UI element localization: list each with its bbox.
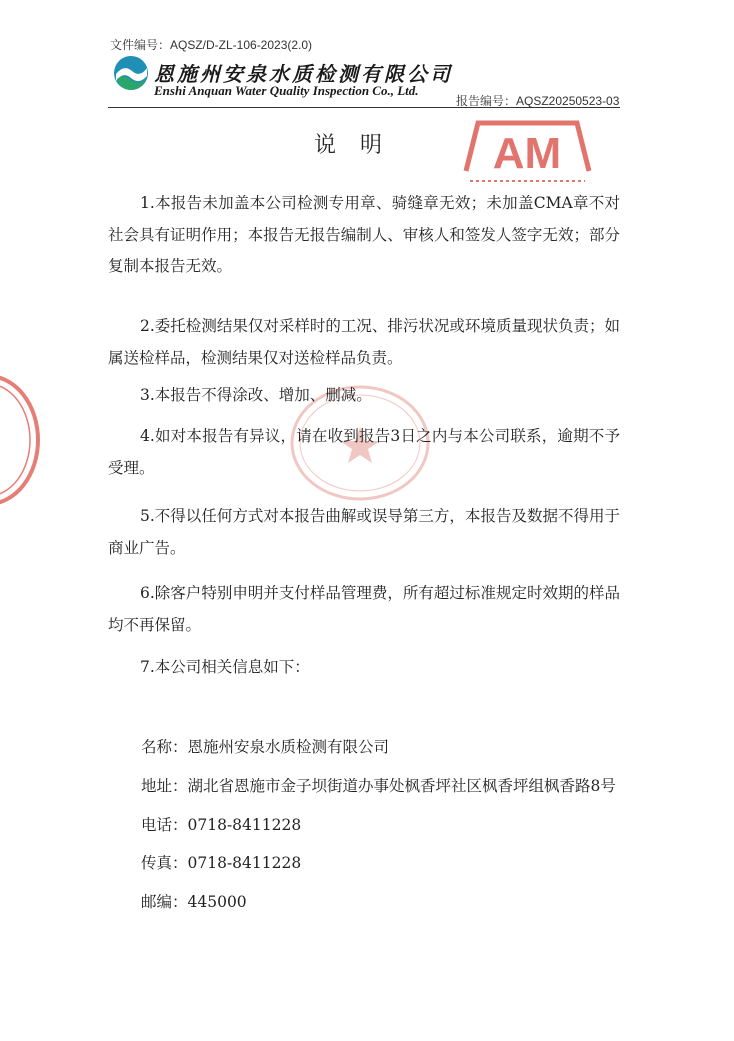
- report-number: 报告编号：AQSZ20250523-03: [456, 94, 620, 108]
- note-paragraph-3: 3.本报告不得涂改、增加、删减。: [140, 386, 372, 404]
- info-address: 地址：湖北省恩施市金子坝街道办事处枫香坪社区枫香坪组枫香路8号: [141, 777, 616, 795]
- company-name-cn: 恩施州安泉水质检测有限公司: [154, 62, 453, 86]
- note-paragraph-7: 7.本公司相关信息如下：: [140, 658, 310, 676]
- side-seal-icon: [0, 372, 42, 508]
- note-paragraph-6: 6.除客户特别申明并支付样品管理费，所有超过标准规定时效期的样品均不再保留。: [108, 584, 620, 634]
- cma-stamp-text: AM: [492, 129, 562, 178]
- note-paragraph-1: 1.本报告未加盖本公司检测专用章、骑缝章无效；未加盖CMA章不对社会具有证明作用；本报告无报告编制人、审核人和签发人签字无效；部分复制本报告无效。: [108, 194, 620, 275]
- info-phone: 电话：0718-8411228: [141, 816, 302, 834]
- document-number: 文件编号：AQSZ/D-ZL-106-2023(2.0): [110, 38, 313, 52]
- info-fax: 传真：0718-8411228: [141, 854, 302, 872]
- info-company-name: 名称：恩施州安泉水质检测有限公司: [141, 738, 390, 756]
- note-paragraph-5: 5.不得以任何方式对本报告曲解或误导第三方，本报告及数据不得用于商业广告。: [108, 507, 620, 557]
- company-logo-icon: [112, 54, 150, 92]
- page-title: 说明: [313, 133, 406, 158]
- note-paragraph-4: 4.如对本报告有异议，请在收到报告3日之内与本公司联系，逾期不予受理。: [108, 427, 620, 477]
- company-name-en: Enshi Anquan Water Quality Inspection Co., Ltd.: [154, 83, 419, 98]
- cma-stamp-icon: [460, 115, 595, 197]
- header-divider: [108, 107, 620, 108]
- note-paragraph-2: 2.委托检测结果仅对采样时的工况、排污状况或环境质量现状负责；如属送检样品，检测结果仅对送检样品负责。: [108, 317, 620, 367]
- info-postcode: 邮编：445000: [141, 893, 247, 911]
